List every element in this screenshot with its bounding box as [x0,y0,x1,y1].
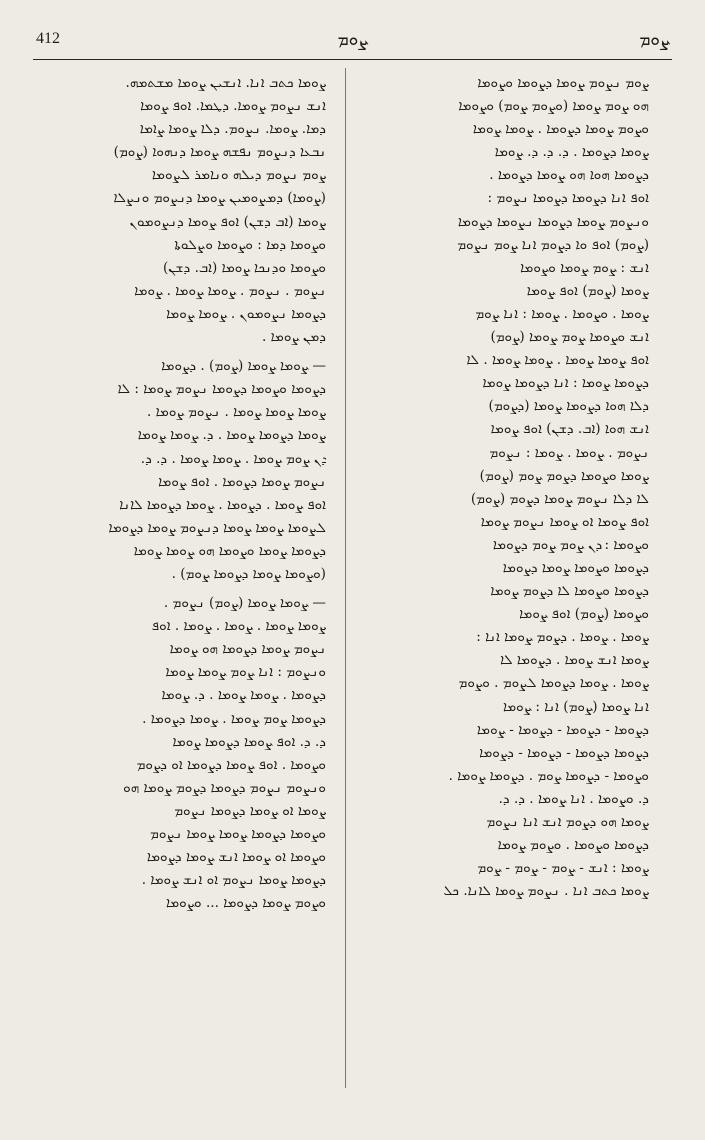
text-line: (ܘܨܘܡܐ ܨܘܡܐ ܕܨܘܡܐ ܨܘܡ) . [171,565,326,582]
text-line: ܕܨܘܡܐ ܨܘܡܐ : ܐܢܐ ܕܨܘܡܐ ܨܘܡܐ [482,375,649,392]
text-line: ܘܨܘܡܐ . ܐܘܦ ܨܘܡܐ ܕܨܘܡܐ ܐܘ ܕܨܘܡ [136,756,326,773]
text-line: ܐܘܦ ܨܘܡܐ . ܕܨܘܡܐ . ܨܘܡܐ ܕܨܘܡܐ ܠܐܢܐ [119,496,326,513]
text-line: ܠܨܘܡܐ ܨܘܡܐ ܨܘܡܐ ܕܢܨܘܡ ܨܘܡܐ ܕܨܘܡܐ [108,519,326,536]
text-line: ܕܨܘܡܐ ܗܘܐ ܗܘ ܨܘܡܐ ܕܨܘܡܐ . [489,167,649,184]
text-line: ܘܨܘܡܐ ܕܨܘܡܐ ܨܘܡܐ ܨܘܡܐ ܢܨܘܡ [150,826,326,842]
text-line: ܐܢܐ ܨܘܡܐ (ܨܘܡ) ܐܢܐ : ܨܘܡܐ [502,698,649,715]
text-line: ܘܨܘܡܐ ܐܘ ܨܘܡܐ ܐܢܫ ܨܘܡܐ ܕܨܘܡܐ [146,849,326,866]
text-line: ܐܢܫ ܗܘܐ (ܐܒ. ܕܫܢ) ܐܘܦ ܨܘܡܐ [490,421,649,438]
text-line: ܠܐ ܕܠܐ ܢܨܘܡ ܨܘܡܐ ܕܨܘܡ (ܨܘܡ) [470,490,649,507]
text-line: ܨܘܡܐ ܐܢܫ ܨܘܡܐ . ܕܨܘܡܐ ܠܐ [500,652,649,669]
column-divider [345,68,346,1088]
text-line: ܨܘܡܐ . ܘܨܘܡܐ . ܨܘܡܐ : ܐܢܐ ܨܘܡ [475,305,649,322]
text-line: ܨܘܡܐ ܟܬܒ ܐܢܐ . ܢܨܘܡ ܨܘܡܐ ܠܐܢܐ. ܟܠ [443,883,649,900]
text-line: ܐܘܦ ܐܢܐ ܕܨܘܡܐ ܕܨܘܡܐ ܢܨܘܡ : [487,190,649,207]
headword: ܨܘܡ [639,30,669,50]
text-line: ܢܒܥܐ ܕܢܨܘܡ ܢܦܫܗ ܨܘܡܐ ܕܢܗܘܐ (ܨܘܡ) [113,144,326,161]
text-line: ܕ. ܕ. ܐܘܦ ܨܘܡܐ ܕܨܘܡܐ ܨܘܡܐ [172,733,326,750]
text-line: ܨܘܡ ܢܨܘܡ ܕܝܠܗ ܘܢܐܡܪ ܠܨܘܡܐ [151,167,326,184]
text-line: ܘܢܨܘܡ ܢܨܘܡ ܕܨܘܡܐ ܕܨܘܡ ܨܘܡܐ ܗܘ [123,779,326,796]
text-line: ܕܨܘܡܐ ܘܨܘܡܐ ܨܘܡܐ ܕܨܘܡܐ [502,559,649,576]
right-column [357,72,649,903]
text-line: ܨܘܡܐ ܟܬܒ ܐܢܐ. ܐܢܫܝܢ ܨܘܡܐ ܡܫܬܡܗ. [125,75,326,91]
text-line: ܘܨܘܡܐ (ܨܘܡ) ܐܘܦ ܨܘܡܐ [519,606,649,623]
text-line: ܨܘܡܐ ܘܨܘܡܐ ܕܨܘܡ ܨܘܡ (ܨܘܡ) [479,467,649,484]
text-line: ܕܨܘܡܐ ܨܘܡܐ ܢܨܘܡ ܐܘ ܐܢܫ ܨܘܡܐ . [141,872,326,889]
text-line: ܐܘܦ ܨܘܡܐ ܐܘ ܨܘܡܐ ܢܨܘܡ ܨܘܡܐ [480,513,649,530]
text-line: — ܨܘܡܐ ܨܘܡܐ (ܨܘܡ) . ܕܨܘܡܐ [161,358,326,375]
text-line: ܐܘܦ ܨܘܡܐ ܨܘܡܐ . ܨܘܡܐ ܨܘܡܐ . ܠܐ [466,352,649,369]
text-line: ܐܢܫ ܢܨܘܡ ܨܘܡܐ. ܕܛܡܐ. ܐܘܦ ܨܘܡܐ [140,98,326,115]
text-line: ܕܨܘܡܐ ܕܨܘܡܐ - ܕܨܘܡܐ - ܕܨܘܡܐ [479,744,649,761]
text-line: ܕܨܘܡܐ ܘܨܘܡܐ . ܘܨܘܡ ܨܘܡܐ [497,837,649,854]
text-line: (ܨܘܡ) ܐܘܦ ܘܐ ܕܨܘܡ ܐܢܐ ܨܘܡ ܢܨܘܡ [457,236,649,253]
text-line: ܕܨܘܡܐ - ܕܨܘܡܐ - ܕܨܘܡܐ - ܨܘܡܐ [476,721,649,738]
text-line: ܕܨܘܡܐ ܨܘܡܐ ܘܨܘܡܐ ܗܘ ܨܘܡܐ ܨܘܡܐ [133,542,326,559]
page-header [36,30,669,56]
text-line: ܢܨܘܡ ܨܘܡܐ ܕܨܘܡܐ ܗܘ ܨܘܡܐ [169,641,326,658]
text-line: ܢܨܘܡ ܨܘܡܐ ܕܨܘܡܐ . ܐܘܦ ܨܘܡܐ [158,473,326,490]
running-title: ܨܘܡ [337,30,368,50]
text-line: ܕܡܢ ܨܘܡܐ . [262,329,326,346]
text-line: ܨܘܡܐ ܕܨܘܡܐ ܨܘܡܐ . ܕ. ܨܘܡܐ ܨܘܡܐ [137,427,326,444]
text-line: ܢܨܘܡ . ܨܘܡܐ . ܨܘܡܐ : ܢܨܘܡ [489,444,649,461]
text-line: ܨܘܡܐ . ܨܘܡܐ . ܕܨܘܡ ܨܘܡܐ ܐܢܐ : [476,629,649,646]
text-line: ܕܨܘܡܐ ܘܨܘܡܐ ܠܐ ܕܨܘܡ ܨܘܡܐ [490,583,649,600]
text-line: ܘܨܘܡܐ - ܕܨܘܡܐ ܨܘܡ . ܕܨܘܡܐ ܨܘܡܐ . [448,767,649,784]
text-line: ܨܘܡܐ ܕܨܘܡܐ . ܕ. ܕ. ܕ. ܨܘܡܐ [494,144,649,161]
header-rule [33,59,672,60]
text-line: ܕܨܘܡܐ ܢܨܘܡܘܢ . ܨܘܡܐ ܨܘܡܐ [166,305,326,322]
text-line: ܐܢܫ : ܨܘܡ ܨܘܡܐ ܘܨܘܡܐ [520,259,649,276]
text-line: ܨܘܡܐ ܐܘ ܨܘܡܐ ܕܨܘܡܐ ܢܨܘܡ [174,802,326,819]
text-line: ܢܨܘܡ . ܢܨܘܡ . ܨܘܡܐ ܨܘܡܐ . ܨܘܡܐ [134,282,326,299]
text-line: ܕܨܘܡܐ ܨܘܡ ܨܘܡܐ . ܨܘܡܐ ܕܨܘܡܐ . [142,710,326,727]
text-line: ܨܘܡ ܢܨܘܡ ܨܘܡܐ ܕܨܘܡܐ ܘܨܘܡܐ [477,75,649,91]
text-line: ܕܨܘܡܐ ܘܨܘܡܐ ܕܨܘܡܐ ܢܨܘܡ ܨܘܡܐ : ܠܐ [117,381,326,398]
text-line: ܕܡܐ. ܨܘܡܐ. ܢܨܘܡ. ܕܠܐ ܨܘܡܐ ܨܐܡܐ [139,121,326,138]
text-line: ܐܢܫ ܘܨܘܡܐ ܨܘܡ ܨܘܡܐ (ܨܘܡ) [490,329,649,346]
text-line: ܘܨܘܡܐ ܕܡܐ : ܘܨܘܡܐ ܘܨܠܘܬܐ [174,236,326,253]
text-line: ܘܨܘܡܐ ܘܕܢܟܐ ܨܘܡܐ (ܐܒ. ܕܫܢ) [162,259,326,276]
text-line: (ܨܘܡܐ) ܕܡܨܘܡܝܢ ܨܘܡܐ ܕܢܨܘܡ ܘܢܨܠܐ [113,190,326,207]
text-line: ܘܢܨܘܡ ܨܘܡܐ ܕܨܘܡܐ ܢܨܘܡܐ ܕܨܘܡܐ [457,213,649,230]
text-line: ܘܨܘܡ ܨܘܡܐ ܕܨܘܡܐ . ܨܘܡܐ ܨܘܡܐ [472,121,649,138]
text-line: ܕܢ ܨܘܡ ܨܘܡܐ . ܨܘܡܐ ܨܘܡܐ . ܕ. ܕ. [140,450,326,467]
text-line: ܕ. ܘܨܘܡܐ . ܐܢܐ ܨܘܡܐ . ܕ. ܕ. [498,790,649,807]
text-line: ܨܘܡܐ ܨܘܡܐ ܨܘܡܐ . ܢܨܘܡ ܨܘܡܐ . [147,404,326,421]
text-line: ܨܘܡܐ . ܨܘܡܐ ܕܨܘܡܐ ܠܨܘܡ . ܘܨܘܡ [458,675,649,692]
text-line: ܨܘܡܐ : ܐܢܫ - ܨܘܡ - ܨܘܡ - ܨܘܡ [477,860,649,877]
text-line: ܗܘ ܨܘܡ ܨܘܡܐ (ܘܨܘܡ ܨܘܡ) ܘܨܘܡܐ [458,98,649,115]
text-line: ܕܨܘܡܐ . ܨܘܡܐ ܨܘܡܐ . ܕ. ܨܘܡܐ [161,687,326,704]
text-line: ܘܨܘܡܐ : ܕܢ ܨܘܡ ܨܘܡ ܕܨܘܡܐ [492,536,649,553]
text-line: ܨܘܡܐ ܗܘ ܕܨܘܡ ܐܢܫ ܐܢܐ ܢܨܘܡ [486,814,649,830]
text-line: ܕܠܐ ܗܘܐ ܕܨܘܡܐ ܨܘܡܐ (ܕܨܘܡ) [488,398,649,415]
text-line: ܨܘܡܐ ܨܘܡܐ . ܨܘܡܐ . ܨܘܡܐ . ܐܘܦ [151,618,326,635]
text-line: ܨܘܡܐ (ܐܒ ܕܫܢ) ܐܘܦ ܨܘܡܐ ܕܢܨܘܡܘܢ [129,213,326,230]
page-number: 412 [36,30,60,47]
left-column [34,72,326,915]
text-line: ܘܨܘܡ ܨܘܡܐ ܕܨܘܡܐ ... ܘܨܘܡܐ [166,895,326,912]
text-line: — ܨܘܡܐ ܨܘܡܐ (ܨܘܡ) ܢܨܘܡ . [163,595,326,612]
text-line: ܨܘܡܐ (ܨܘܡ) ܐܘܦ ܨܘܡܐ [526,282,649,299]
text-line: ܘܢܨܘܡ : ܐܢܐ ܨܘܡ ܨܘܡܐ ܨܘܡܐ [165,664,326,681]
